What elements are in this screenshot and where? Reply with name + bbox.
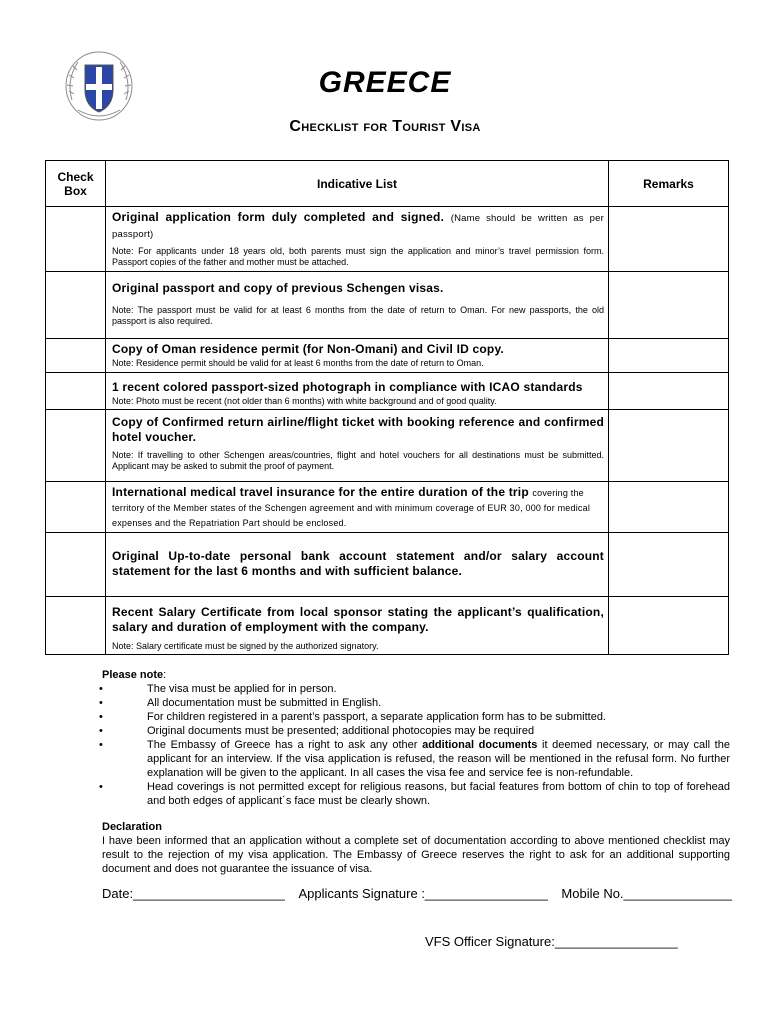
- header-indicative-list: Indicative List: [106, 161, 609, 207]
- vfs-officer-signature-field[interactable]: VFS Officer Signature:_________________: [425, 934, 678, 949]
- table-row: [46, 272, 729, 339]
- remarks-cell[interactable]: [609, 482, 729, 533]
- declaration-heading: Declaration: [102, 821, 162, 833]
- row-main-text: Copy of Oman residence permit (for Non-Omani) and Civil ID copy.: [112, 342, 504, 356]
- row-note: Note: Residence permit should be valid for at least 6 months from the date of return to Oman.: [112, 358, 484, 368]
- row-main-text: Original application form duly completed and signed.: [112, 210, 445, 224]
- date-field[interactable]: Date:_____________________: [102, 886, 285, 901]
- list-item: • Head coverings is not permitted except for religious reasons, but facial features from bottom of chin to top of forehead and both edges of applicant´s face must be clearly shown.: [102, 780, 730, 808]
- list-item: [102, 738, 730, 780]
- table-row: [46, 410, 729, 482]
- row-extra-text: covering the territory of the Member states of the Schengen agreement and with minimum coverage of EUR 30, 000 for medical expenses and the Repatriation Part should be enclosed.: [112, 488, 591, 528]
- remarks-cell[interactable]: [609, 207, 729, 272]
- remarks-cell[interactable]: [609, 339, 729, 373]
- row-note: Note: The passport must be valid for at least 6 months from the date of return to Oman. For new passports, the old passport is also required.: [112, 305, 604, 326]
- row-main-text: Copy of Confirmed return airline/flight ticket with booking reference and confirmed hotel voucher.: [112, 415, 604, 444]
- document-subtitle: Checklist for Tourist Visa: [289, 118, 481, 135]
- applicant-signature-field[interactable]: Applicants Signature :_________________: [298, 886, 548, 901]
- remarks-cell[interactable]: [609, 533, 729, 597]
- mobile-number-field[interactable]: Mobile No._______________: [561, 886, 732, 901]
- check-box-cell[interactable]: [46, 482, 106, 533]
- list-item: • For children registered in a parent’s passport, a separate application form has to be submitted.: [102, 710, 730, 724]
- row-extra-text: (Name should be written as per passport): [112, 213, 604, 240]
- header-check-box: Check Box: [46, 161, 106, 207]
- checklist-table: [45, 160, 729, 655]
- check-box-cell[interactable]: [46, 597, 106, 655]
- row-note: Note: If travelling to other Schengen areas/countries, flight and hotel vouchers for all destinations must be submitted. Applicant may be asked to submit the proof of payment.: [112, 450, 604, 471]
- remarks-cell[interactable]: [609, 373, 729, 410]
- row-main-text: Original Up-to-date personal bank account statement and/or salary account statement for the last 6 months and with sufficient balance.: [112, 549, 604, 578]
- table-row: [46, 533, 729, 597]
- list-item: • The visa must be applied for in person.: [102, 682, 730, 696]
- list-item-bold-text: additional documents: [422, 739, 538, 751]
- row-note: Note: Salary certificate must be signed by the authorized signatory.: [112, 641, 379, 651]
- check-box-cell[interactable]: [46, 272, 106, 339]
- check-box-cell[interactable]: [46, 373, 106, 410]
- list-item-text: it deemed necessary, or may call the applicant for an interview. If the visa application is refused, the reason will be mentioned in the refusal form. No further explanation will be given to the applicant. In all cases the visa fee and service fee is non-refundable.: [147, 739, 730, 779]
- signature-line: [102, 886, 732, 901]
- please-note-heading: Please note: [102, 669, 164, 681]
- row-main-text: International medical travel insurance for the entire duration of the trip: [112, 485, 529, 499]
- check-box-cell[interactable]: [46, 207, 106, 272]
- table-header-row: [46, 161, 729, 207]
- table-row: [46, 339, 729, 373]
- table-row: [46, 597, 729, 655]
- row-main-text: Original passport and copy of previous Schengen visas.: [112, 281, 444, 295]
- row-main-text: 1 recent colored passport-sized photograph in compliance with ICAO standards: [112, 380, 583, 394]
- header-remarks: Remarks: [609, 161, 729, 207]
- list-item: • Original documents must be presented; additional photocopies may be required: [102, 724, 730, 738]
- document-title: GREECE: [318, 66, 452, 99]
- declaration-text: I have been informed that an application without a complete set of documentation according to above mentioned checklist may result to the rejection of my visa application. The Embassy of Greece reserves the right to ask for an additional supporting document and does not guarantee the issuance of visa.: [102, 835, 730, 875]
- please-note-section: Please note: • The visa must be applied for in person. • All documentation must be submitted in English. • For children registered in a parent’s passport, a separate application form has to be submitted. • Original documents must be presented; additional photocopies may be required • The Embassy of Greece has a right to ask any other additional documents it deemed necessary, or may call the applicant for an interview. If the visa application is refused, the reason will be mentioned in the refusal form. No further explanation will be given to the applicant. In all cases the visa fee and service fee is non-refundable. • Head coverings is not permitted except for religious reasons, but facial features from bottom of chin to top of forehead and both edges of applicant´s face must be clearly shown.: [102, 668, 730, 808]
- check-box-cell[interactable]: [46, 339, 106, 373]
- table-row: [46, 207, 729, 272]
- row-note: Note: For applicants under 18 years old, both parents must sign the application and minor’s travel permission form. Passport copies of the father and mother must be attached.: [112, 246, 604, 267]
- row-note: Note: Photo must be recent (not older than 6 months) with white background and of good quality.: [112, 396, 497, 406]
- declaration-section: [102, 820, 730, 876]
- row-main-text: Recent Salary Certificate from local sponsor stating the applicant’s qualification, salary and duration of employment with the company.: [112, 605, 604, 634]
- table-row: [46, 373, 729, 410]
- list-item: • All documentation must be submitted in English.: [102, 696, 730, 710]
- remarks-cell[interactable]: [609, 410, 729, 482]
- remarks-cell[interactable]: [609, 597, 729, 655]
- check-box-cell[interactable]: [46, 410, 106, 482]
- list-item-text: The Embassy of Greece has a right to ask any other: [147, 739, 423, 751]
- table-row: [46, 482, 729, 533]
- check-box-cell[interactable]: [46, 533, 106, 597]
- remarks-cell[interactable]: [609, 272, 729, 339]
